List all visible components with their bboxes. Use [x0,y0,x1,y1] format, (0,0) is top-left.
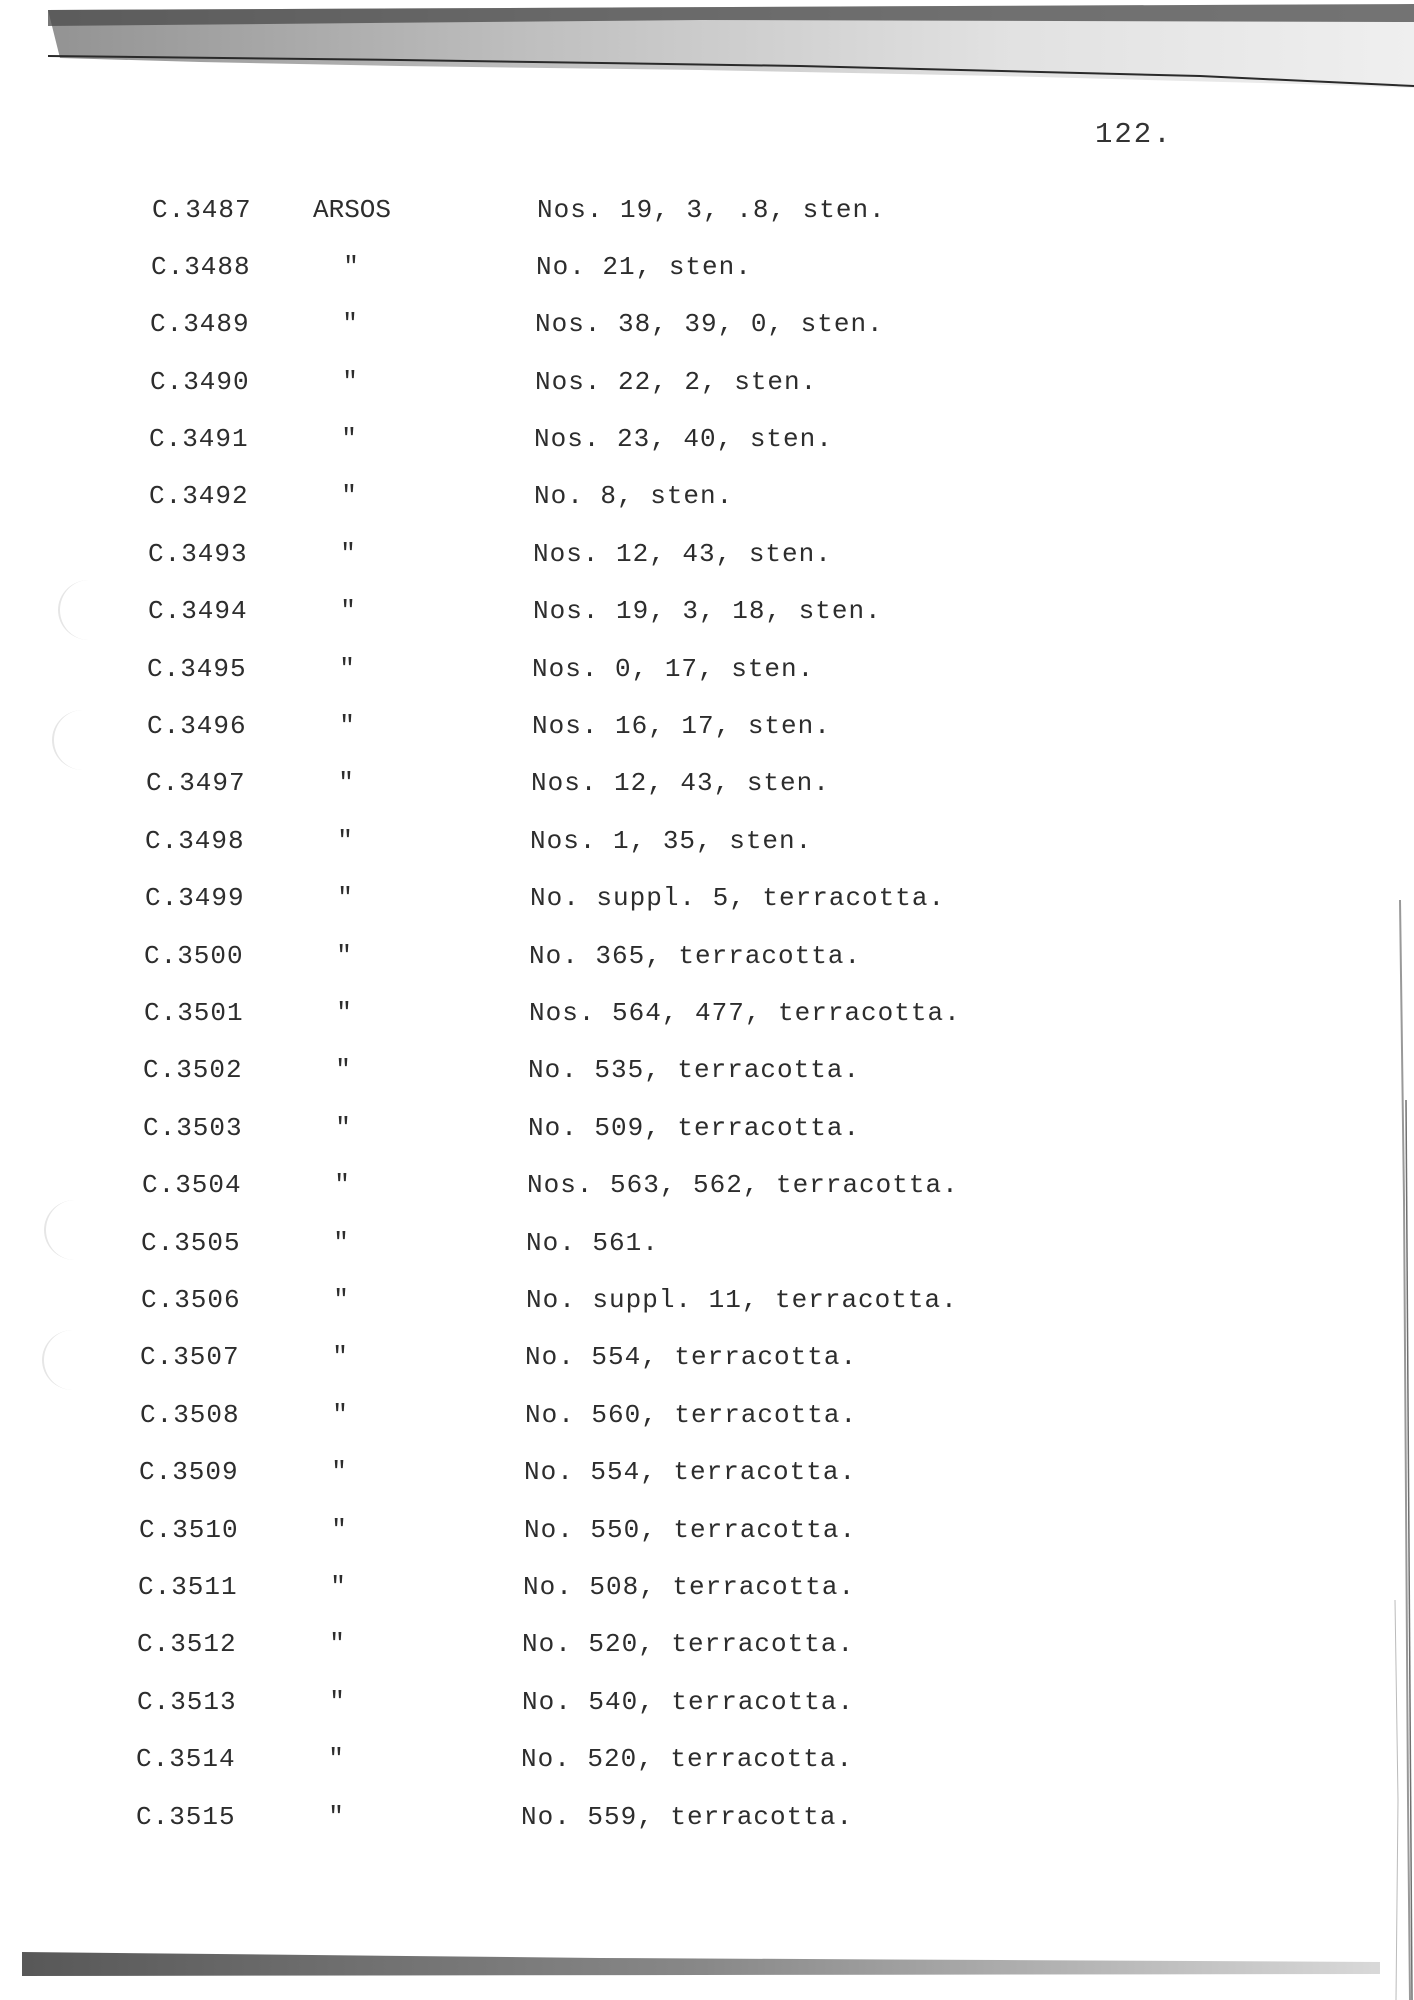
ditto-mark: " [342,309,358,339]
entry-description: No. 560, terracotta. [525,1400,858,1430]
list-item [141,1228,1041,1268]
list-item [137,1629,1037,1669]
catalogue-number: C.3505 [141,1228,241,1258]
catalogue-number: C.3504 [142,1170,242,1200]
catalogue-number: C.3501 [144,998,244,1028]
list-item [146,768,1046,808]
site-name: ARSOS [312,195,391,225]
ditto-mark: " [328,1802,344,1832]
ditto-mark: " [334,1170,350,1200]
ditto-mark: " [329,1629,345,1659]
catalogue-number: C.3488 [151,252,251,282]
entry-description: No. 561. [526,1228,659,1258]
list-item [136,1802,1036,1842]
catalogue-number: C.3494 [148,596,248,626]
ditto-mark: " [341,424,357,454]
ditto-mark: " [336,998,352,1028]
catalogue-number: C.3510 [139,1515,239,1545]
entry-description: Nos. 23, 40, sten. [534,424,833,454]
entry-description: No. 550, terracotta. [524,1515,857,1545]
entry-description: Nos. 22, 2, sten. [535,367,818,397]
catalogue-number: C.3496 [147,711,247,741]
entry-description: No. 508, terracotta. [523,1572,856,1602]
ditto-mark: " [331,1515,347,1545]
catalogue-number: C.3489 [150,309,250,339]
catalogue-number: C.3515 [136,1802,236,1832]
list-item [150,367,1050,407]
ditto-mark: " [343,252,359,282]
catalogue-number: C.3487 [152,195,252,225]
ditto-mark: " [340,596,356,626]
ditto-mark: " [329,1687,345,1717]
ditto-mark: " [332,1400,348,1430]
ditto-mark: " [335,1055,351,1085]
ditto-mark: " [331,1457,347,1487]
list-item [141,1285,1041,1325]
list-item [143,1055,1043,1095]
entry-description: No. 535, terracotta. [528,1055,861,1085]
list-item [147,654,1047,694]
catalogue-number: C.3495 [147,654,247,684]
entry-description: Nos. 12, 43, sten. [531,768,830,798]
entry-description: Nos. 564, 477, terracotta. [529,998,961,1028]
entry-description: Nos. 563, 562, terracotta. [527,1170,959,1200]
entry-description: No. 540, terracotta. [522,1687,855,1717]
ditto-mark: " [342,367,358,397]
ditto-mark: " [332,1342,348,1372]
list-item [145,883,1045,923]
list-item [152,195,1052,235]
entry-description: Nos. 38, 39, 0, sten. [535,309,884,339]
entry-description: No. 365, terracotta. [529,941,862,971]
list-item [140,1400,1040,1440]
entry-description: No. 8, sten. [534,481,734,511]
entry-description: No. 554, terracotta. [525,1342,858,1372]
list-item [137,1687,1037,1727]
catalogue-number: C.3492 [149,481,249,511]
entry-description: No. 559, terracotta. [521,1802,854,1832]
catalogue-number: C.3491 [149,424,249,454]
page-number: 122. [1095,118,1173,151]
catalogue-number: C.3507 [140,1342,240,1372]
ditto-mark: " [336,941,352,971]
catalogue-number: C.3503 [143,1113,243,1143]
ditto-mark: " [335,1113,351,1143]
list-item [144,941,1044,981]
catalogue-number: C.3498 [145,826,245,856]
catalogue-number: C.3512 [137,1629,237,1659]
list-item [148,539,1048,579]
list-item [144,998,1044,1038]
catalogue-number: C.3509 [139,1457,239,1487]
catalogue-number: C.3493 [148,539,248,569]
entry-description: Nos. 1, 35, sten. [530,826,813,856]
entry-description: No. 520, terracotta. [522,1629,855,1659]
ditto-mark: " [333,1285,349,1315]
ditto-mark: " [337,826,353,856]
entry-description: Nos. 19, 3, .8, sten. [537,195,886,225]
list-item [147,711,1047,751]
entry-description: No. 554, terracotta. [524,1457,857,1487]
entry-description: Nos. 16, 17, sten. [532,711,831,741]
catalogue-number: C.3506 [141,1285,241,1315]
entry-description: Nos. 19, 3, 18, sten. [533,596,882,626]
entry-description: Nos. 12, 43, sten. [533,539,832,569]
ditto-mark: " [328,1744,344,1774]
list-item [138,1572,1038,1612]
list-item [151,252,1051,292]
list-item [143,1113,1043,1153]
catalogue-number: C.3513 [137,1687,237,1717]
catalogue-number: C.3497 [146,768,246,798]
list-item [140,1342,1040,1382]
catalogue-number: C.3499 [145,883,245,913]
ditto-mark: " [341,481,357,511]
list-item [139,1515,1039,1555]
catalogue-number: C.3500 [144,941,244,971]
catalogue-number: C.3502 [143,1055,243,1085]
list-item [139,1457,1039,1497]
ditto-mark: " [330,1572,346,1602]
list-item [149,424,1049,464]
list-item [145,826,1045,866]
catalogue-number: C.3514 [136,1744,236,1774]
list-item [149,481,1049,521]
entry-description: No. 21, sten. [536,252,752,282]
entry-description: No. 520, terracotta. [521,1744,854,1774]
entry-description: No. 509, terracotta. [528,1113,861,1143]
catalogue-number: C.3511 [138,1572,238,1602]
list-item [142,1170,1042,1210]
ditto-mark: " [337,883,353,913]
list-item [150,309,1050,349]
ditto-mark: " [339,711,355,741]
ditto-mark: " [339,654,355,684]
entry-description: Nos. 0, 17, sten. [532,654,815,684]
catalogue-number: C.3508 [140,1400,240,1430]
catalogue-number: C.3490 [150,367,250,397]
entry-description: No. suppl. 5, terracotta. [530,883,946,913]
ditto-mark: " [340,539,356,569]
entry-description: No. suppl. 11, terracotta. [526,1285,958,1315]
list-item [148,596,1048,636]
ditto-mark: " [338,768,354,798]
list-item [136,1744,1036,1784]
ditto-mark: " [333,1228,349,1258]
